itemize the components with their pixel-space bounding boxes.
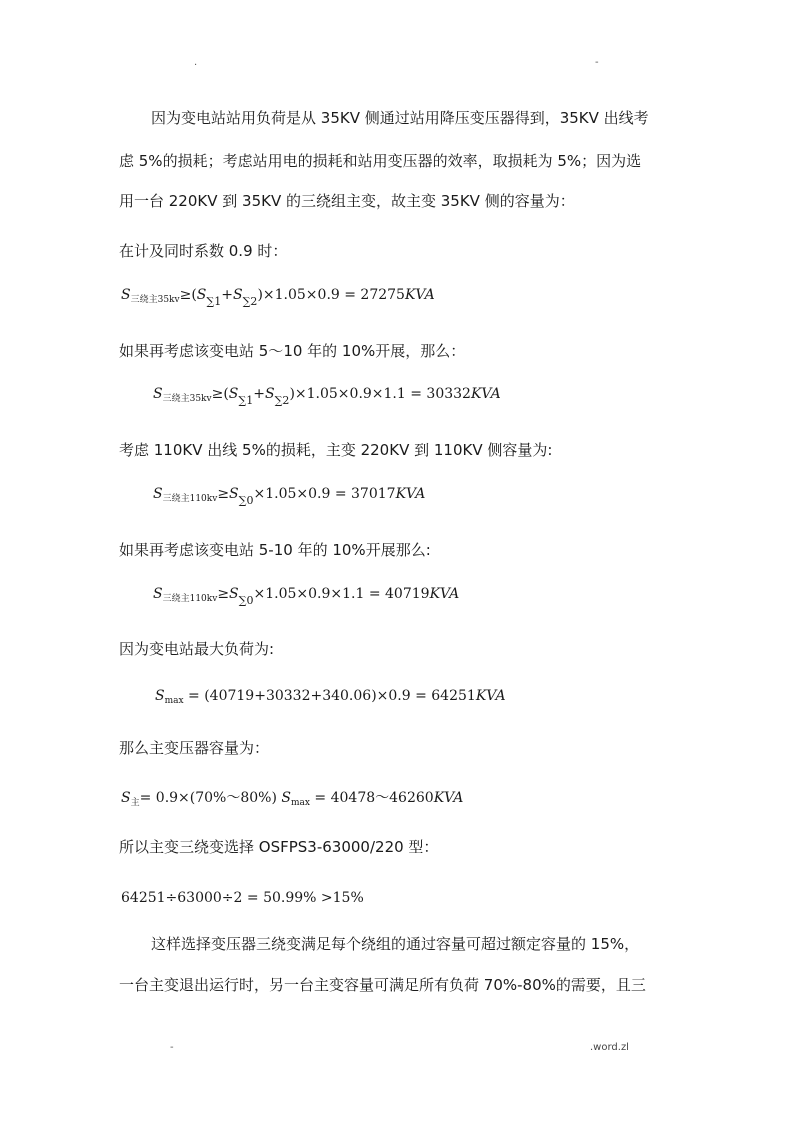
footer-left-mark: - <box>170 1042 174 1053</box>
paragraph-4: 考虑 110KV 出线 5%的损耗，主变 220KV 到 110KV 侧容量为: <box>119 441 553 459</box>
paragraph-1-line-1: 因为变电站站用负荷是从 35KV 侧通过站用降压变压器得到，35KV 出线考 <box>151 109 649 127</box>
header-left-mark: . <box>194 57 198 68</box>
formula-5: $S_{max} = (40719+30332+340.06)\times 0.9 = 64251KVA$ <box>155 688 506 706</box>
paragraph-8: 所以主变三绕变选择 OSFPS3-63000/220 型： <box>119 838 439 856</box>
paragraph-7: 那么主变压器容量为： <box>119 739 270 757</box>
paragraph-3: 如果再考虑该变电站 5～10 年的 10%开展，那么： <box>119 342 466 360</box>
paragraph-2: 在计及同时系数 0.9 时： <box>119 242 288 260</box>
paragraph-1-line-3: 用一台 220KV 到 35KV 的三绕组主变，故主变 35KV 侧的容量为： <box>119 192 575 210</box>
formula-3: $S_{三绕主110kv}\ge S_{\sum 0}\times 1.05\times 0.9 = 37017KVA$ <box>153 486 426 507</box>
formula-4: $S_{三绕主110kv}\ge S_{\sum 0}\times 1.05\times 0.9\times 1.1 = 40719KVA$ <box>153 586 460 607</box>
formula-7: 64251÷63000÷2 = 50.99% >15% <box>121 890 364 906</box>
formula-2: $S_{三绕主35kv}\ge(S_{\sum 1}+S_{\sum 2})\times 1.05\times 0.9\times 1.1 = 30332KVA$ <box>153 386 501 407</box>
paragraph-9-line-2: 一台主变退出运行时，另一台主变容量可满足所有负荷 70%-80%的需要，且三 <box>119 976 646 994</box>
paragraph-9-line-1: 这样选择变压器三绕变满足每个绕组的通过容量可超过额定容量的 15%， <box>151 935 640 953</box>
footer-right-text: .word.zl <box>590 1042 629 1053</box>
paragraph-1-line-2: 虑 5%的损耗；考虑站用电的损耗和站用变压器的效率，取损耗为 5%；因为选 <box>119 152 642 170</box>
formula-1: $S_{三绕主35kv}\ge(S_{\sum 1}+S_{\sum 2})\times 1.05\times 0.9 = 27275KVA$ <box>121 287 435 308</box>
paragraph-5: 如果再考虑该变电站 5-10 年的 10%开展那么: <box>119 541 431 559</box>
paragraph-6: 因为变电站最大负荷为: <box>119 640 275 658</box>
formula-6: $S_主=$ 0.9×(70%～80%) $S_{max}$ = 40478～46260KVA <box>121 790 464 808</box>
header-right-mark: - <box>595 57 599 68</box>
